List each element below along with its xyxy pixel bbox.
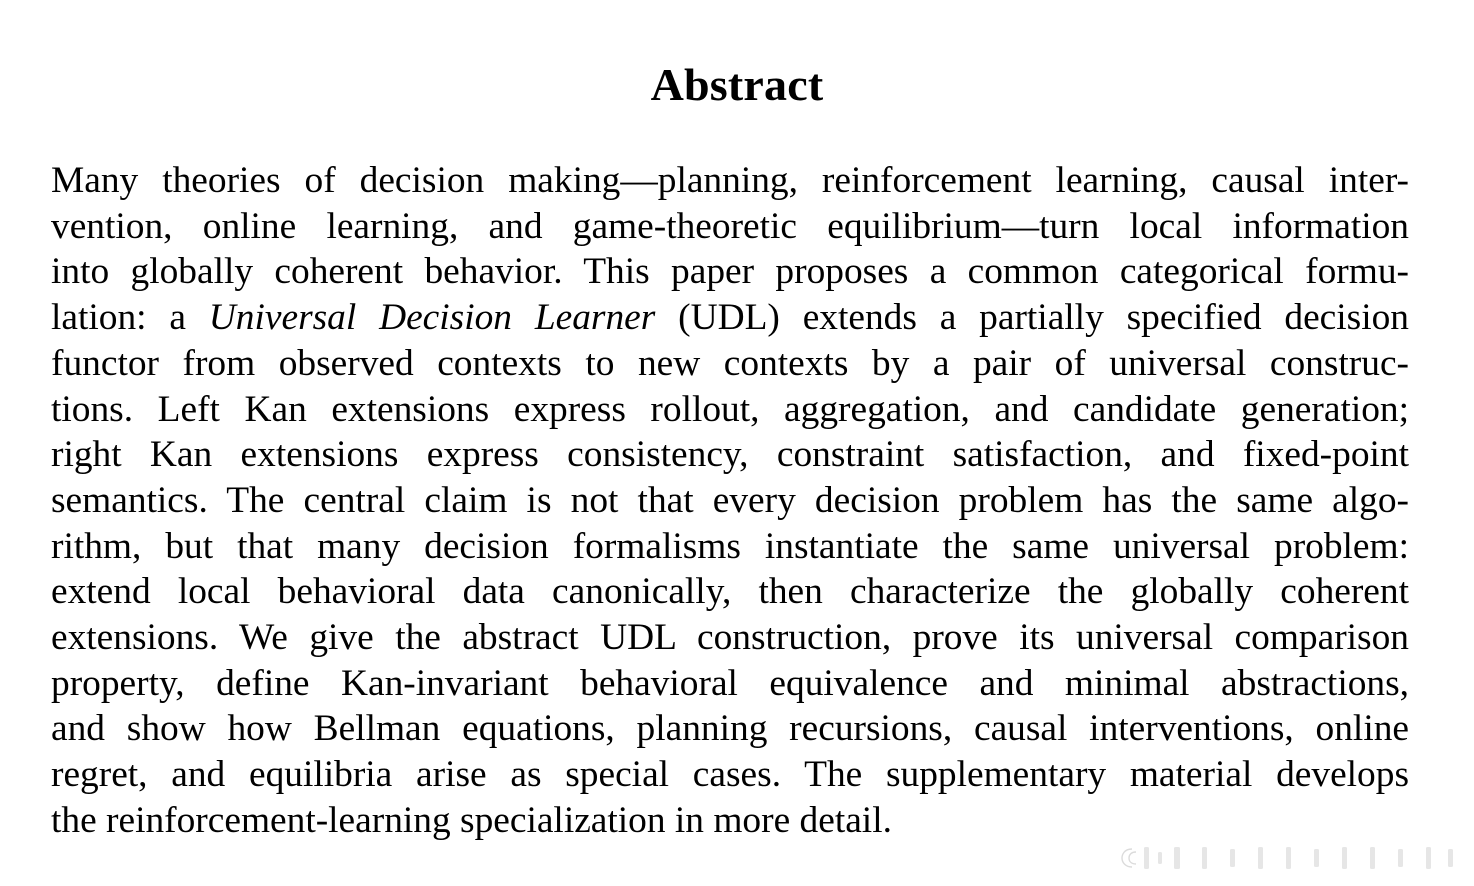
abstract-line-4 bbox=[51, 295, 1409, 341]
abstract-line-10: extend local behavioral data canonically, then characterize the globally coherent bbox=[51, 571, 1409, 613]
abstract-paragraph bbox=[51, 158, 1409, 844]
line-4-tail-text: (UDL) extends a partially specified decision bbox=[655, 297, 1409, 339]
abstract-line-6: tions. Left Kan extensions express rollout, aggregation, and candidate generation; bbox=[51, 388, 1409, 430]
abstract-line-12: property, define Kan-invariant behavioral equivalence and minimal abstractions, bbox=[51, 662, 1409, 704]
udl-italic-term: Universal Decision Learner bbox=[208, 297, 656, 339]
abstract-line-5: functor from observed contexts to new contexts by a pair of universal construc- bbox=[51, 342, 1409, 384]
abstract-heading: Abstract bbox=[650, 59, 824, 110]
abstract-line-3: into globally coherent behavior. This paper proposes a common categorical formu- bbox=[51, 251, 1409, 293]
abstract-line-2: vention, online learning, and game-theoretic equilibrium—turn local information bbox=[51, 205, 1409, 247]
watermark-icon bbox=[1118, 843, 1463, 873]
line-4-lead-text: lation: a bbox=[51, 297, 209, 339]
abstract-line-7: right Kan extensions express consistency, constraint satisfaction, and fixed-point bbox=[51, 434, 1409, 476]
abstract-line-15: the reinforcement-learning specialization in more detail. bbox=[51, 799, 892, 841]
abstract-line-13: and show how Bellman equations, planning recursions, causal interventions, online bbox=[51, 708, 1409, 750]
abstract-line-1: Many theories of decision making—planning, reinforcement learning, causal inter- bbox=[51, 160, 1409, 201]
abstract-line-8: semantics. The central claim is not that every decision problem has the same algo- bbox=[51, 479, 1409, 521]
abstract-line-14: regret, and equilibria arise as special cases. The supplementary material develops bbox=[51, 754, 1409, 796]
abstract-line-9: rithm, but that many decision formalisms instantiate the same universal problem: bbox=[51, 525, 1409, 567]
abstract-line-11: extensions. We give the abstract UDL construction, prove its universal comparison bbox=[51, 617, 1409, 659]
